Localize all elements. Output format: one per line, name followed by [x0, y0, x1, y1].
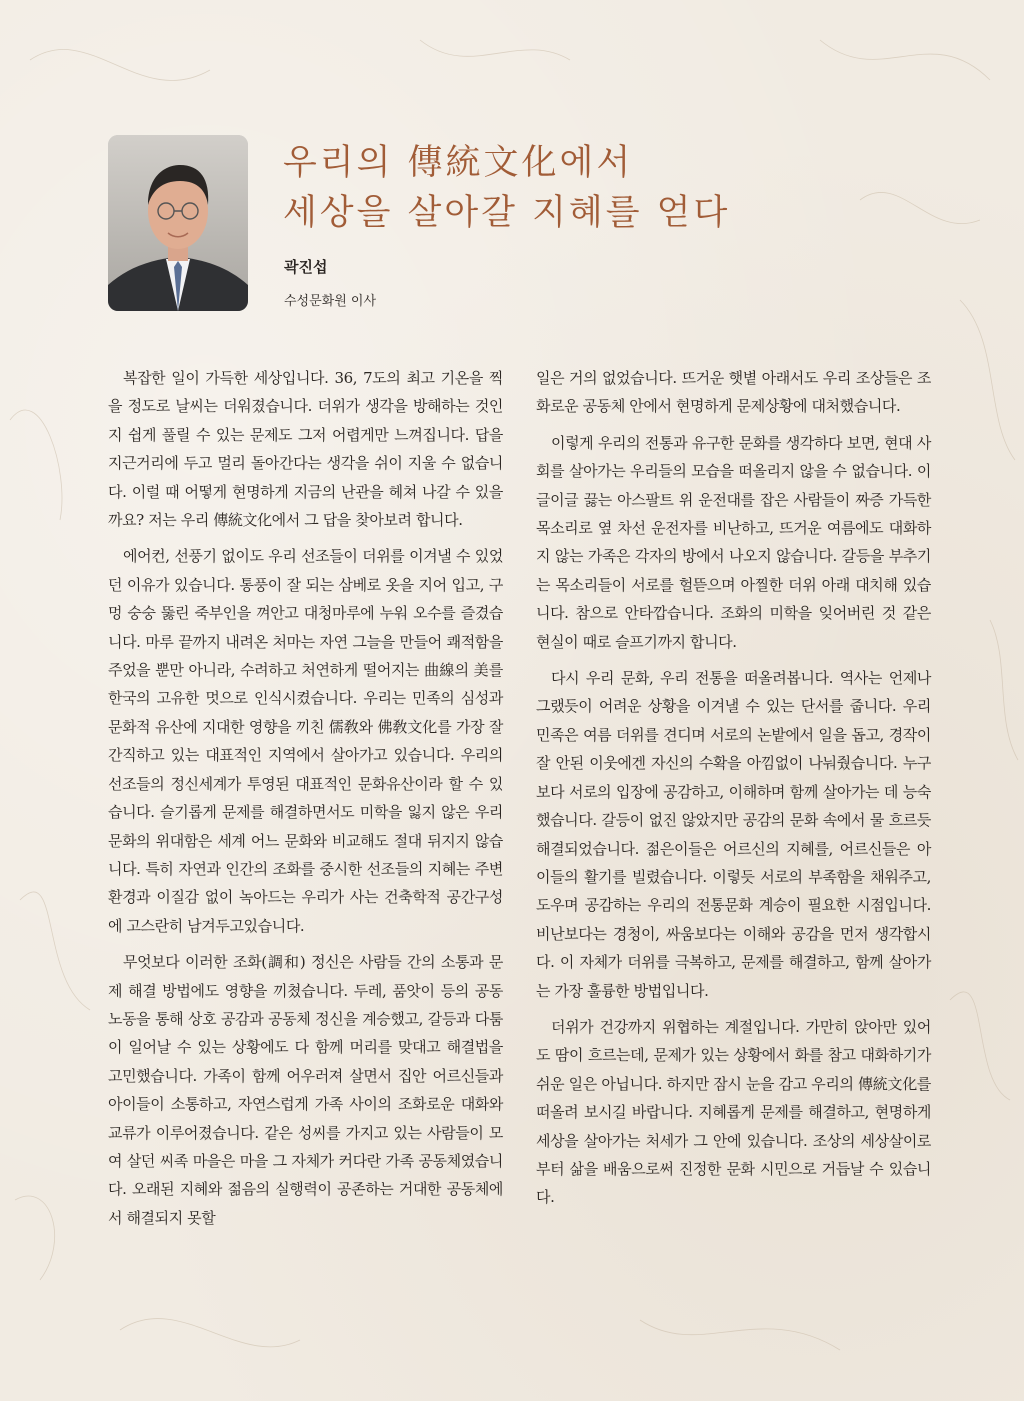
paragraph: 더위가 건강까지 위협하는 계절입니다. 가만히 앉아만 있어도 땀이 흐르는데, 문제가 있는 상황에서 화를 참고 대화하기가 쉬운 일은 아닙니다. 하지만 잠시 눈을 감고 우리의 傳統文化를 떠올려 보시길 바랍니다. 지혜롭게 문제를 해결하고, 현명하게 세상을 살아가는 처세가 그 안에 있습니다. 조상의 세상살이로부터 삶을 배움으로써 진정한 문화 시민으로 거듭날 수 있습니다.: [536, 1017, 931, 1207]
paragraph: 무엇보다 이러한 조화(調和) 정신은 사람들 간의 소통과 문제 해결 방법에도 영향을 끼쳤습니다. 두레, 품앗이 등의 공동 노동을 통해 상호 공감과 공동체 정신을 계승했고, 갈등과 다툼이 일어날 수 있는 상황에도 다 함께 머리를 맞대고 해결법을 고민했습니다. 가족이 함께 어우러져 살면서 집안 어르신들과 아이들이 소통하고, 자연스럽게 가족 사이의 조화로운 대화와 교류가 이루어졌습니다. 같은 성씨를 가지고 있는 사람들이 모여 살던 씨족 마을은 마을 그 자체가 커다란 가족 공동체였습니다. 오래된 지혜와 젊음의 실행력이 공존하는 거대한 공동체에서 해결되지 못할: [108, 953, 503, 1227]
paragraph: 복잡한 일이 가득한 세상입니다. 36, 7도의 최고 기온을 찍을 정도로 날씨는 더워졌습니다. 더위가 생각을 방해하는 것인지 쉽게 풀릴 수 있는 문제도 그저 어렵게만 느껴집니다. 답을 지근거리에 두고 멀리 돌아간다는 생각을 쉬이 지울 수 없습니다. 이럴 때 어떻게 현명하게 지금의 난관을 헤쳐 나갈 수 있을까요? 저는 우리 傳統文化에서 그 답을 찾아보려 합니다.: [108, 369, 503, 530]
body-column-right: [536, 364, 931, 1220]
author-portrait-image: [108, 135, 248, 311]
paragraph: 이렇게 우리의 전통과 유구한 문화를 생각하다 보면, 현대 사회를 살아가는 우리들의 모습을 떠올리지 않을 수 없습니다. 이글이글 끓는 아스팔트 위 운전대를 잡은 사람들이 짜증 가득한 목소리로 옆 차선 운전자를 비난하고, 뜨거운 여름에도 대화하지 않는 가족은 각자의 방에서 나오지 않습니다. 갈등을 부추기는 목소리들이 서로를 헐뜯으며 아찔한 더위 아래 대치해 있습니다. 참으로 안타깝습니다. 조화의 미학을 잊어버린 것 같은 현실이 때로 슬프기까지 합니다.: [536, 433, 931, 651]
author-name: 곽진섭: [284, 258, 328, 276]
paragraph: 다시 우리 문화, 우리 전통을 떠올려봅니다. 역사는 언제나 그랬듯이 어려운 상황을 이겨낼 수 있는 단서를 줍니다. 우리 민족은 여름 더위를 견디며 서로의 논밭에서 일을 돕고, 경작이 잘 안된 이웃에겐 자신의 수확을 아낌없이 나눠줬습니다. 누구보다 서로의 입장에 공감하고, 이해하며 함께 살아가는 데 능숙했습니다. 갈등이 없진 않았지만 공감의 문화 속에서 물 흐르듯 해결되었습니다. 젊은이들은 어르신의 지혜를, 어르신들은 아이들의 활기를 빌렸습니다. 이렇듯 서로의 부족함을 채워주고, 도우며 공감하는 우리의 전통문화 계승이 필요한 시점입니다. 비난보다는 경청이, 싸움보다는 이해와 공감을 먼저 생각합시다. 이 자체가 더위를 극복하고, 문제를 해결하고, 함께 살아가는 가장 훌륭한 방법입니다.: [536, 669, 931, 1000]
title-line-2: 세상을 살아갈 지혜를 얻다: [283, 193, 731, 233]
body-column-left: [108, 364, 503, 1240]
paragraph: 에어컨, 선풍기 없이도 우리 선조들이 더위를 이겨낼 수 있었던 이유가 있습니다. 통풍이 잘 되는 삼베로 옷을 지어 입고, 구멍 숭숭 뚫린 죽부인을 껴안고 대청마루에 누워 오수를 즐겼습니다. 마루 끝까지 내려온 처마는 자연 그늘을 만들어 쾌적함을 주었을 뿐만 아니라, 수려하고 처연하게 떨어지는 曲線의 美를 한국의 고유한 멋으로 인식시켰습니다. 우리는 민족의 심성과 문화적 유산에 지대한 영향을 끼친 儒敎와 佛敎文化를 가장 잘 간직하고 있는 대표적인 지역에서 살아가고 있습니다. 우리의 선조들의 정신세계가 투영된 대표적인 문화유산이라 할 수 있습니다. 슬기롭게 문제를 해결하면서도 미학을 잃지 않은 우리 문화의 위대함은 세계 어느 문화와 비교해도 절대 뒤지지 않습니다. 특히 자연과 인간의 조화를 중시한 선조들의 지혜는 주변 환경과 이질감 없이 녹아드는 우리가 사는 건축학적 공간구성에 고스란히 남겨두고있습니다.: [108, 547, 503, 935]
article-title: [283, 138, 730, 238]
author-photo: [108, 135, 248, 311]
title-line-1: 우리의 傳統文化에서: [283, 143, 634, 183]
author-role: 수성문화원 이사: [284, 294, 377, 309]
paragraph: 일은 거의 없었습니다. 뜨거운 햇볕 아래서도 우리 조상들은 조화로운 공동체 안에서 현명하게 문제상황에 대처했습니다.: [536, 369, 931, 416]
